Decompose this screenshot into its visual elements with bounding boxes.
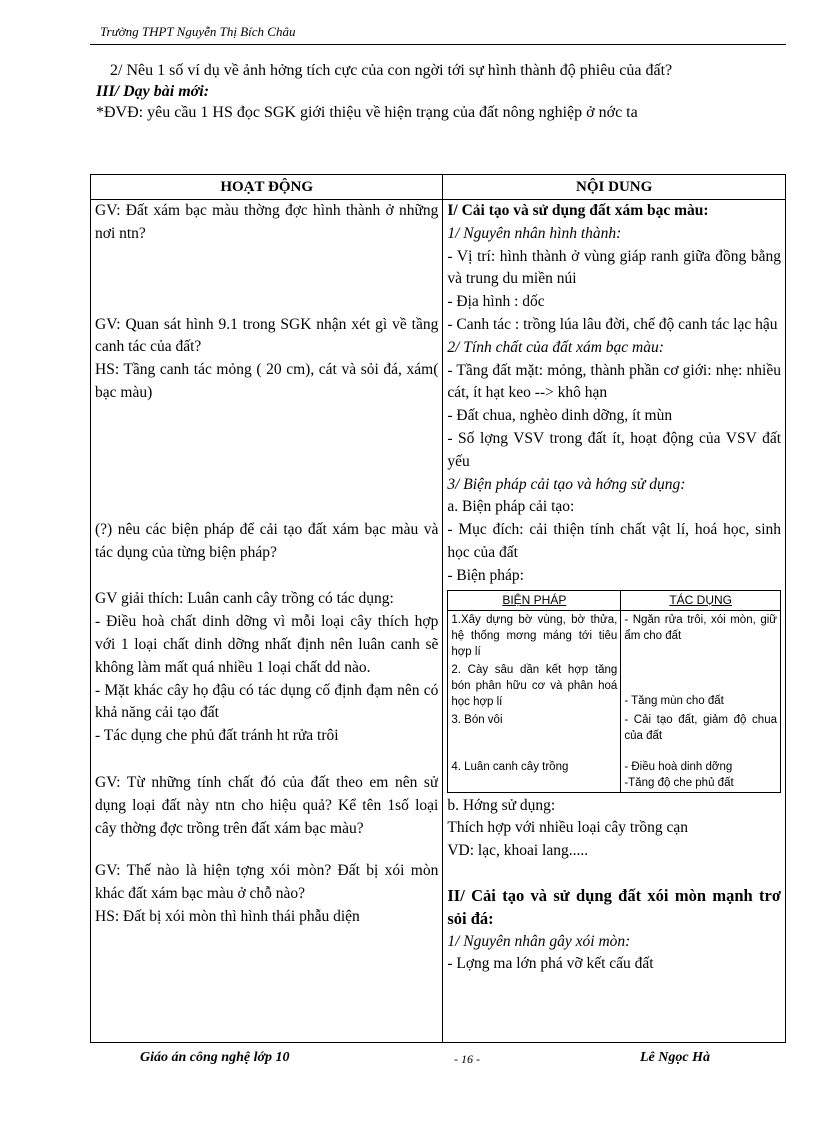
measure-method: 3. Bón vôi bbox=[448, 711, 621, 745]
content-text: Thích hợp với nhiều loại cây trồng cạn bbox=[447, 819, 689, 837]
col-header-activity: HOẠT ĐỘNG bbox=[91, 175, 443, 200]
content-heading: I/ Cải tạo và sử dụng đất xám bạc màu: bbox=[447, 202, 709, 219]
measures-table bbox=[447, 590, 781, 793]
lesson-intro: *ĐVĐ: yêu cầu 1 HS đọc SGK giới thiệu về hiện trạng của đất nông nghiệp ở nớc ta bbox=[96, 104, 638, 121]
content-text: - Địa hình : dốc bbox=[447, 293, 545, 311]
measure-method: 4. Luân canh cây trồng bbox=[448, 745, 621, 793]
measure-method: 2. Cày sâu dần kết hợp tăng bón phân hữu cơ và phân hoá học hợp lí bbox=[448, 661, 621, 711]
content-subheading: 1/ Nguyên nhân hình thành: bbox=[447, 224, 622, 242]
activity-text: GV giải thích: Luân canh cây trồng có tác dụng: bbox=[95, 590, 394, 608]
content-text: - Đất chua, nghèo dinh dỡng, ít mùn bbox=[447, 407, 673, 425]
activity-text: GV: Đất xám bạc màu thờng đợc hình thành ở những nơi ntn? bbox=[95, 202, 439, 242]
page-number: - 16 - bbox=[454, 1052, 480, 1066]
activity-text: GV: Từ những tính chất đó của đất theo em nên sử dụng loại đất này ntn cho hiệu quả? Kể tên 1số loại cây thờng đợc trồng trên đất xám bạc màu? bbox=[95, 773, 439, 837]
activity-cell bbox=[91, 200, 443, 1043]
header-divider bbox=[90, 44, 786, 45]
activity-text: - Mặt khác cây họ đậu có tác dụng cố định đạm nên có khả năng cải tạo đất bbox=[95, 681, 439, 722]
content-text: b. Hớng sử dụng: bbox=[447, 796, 556, 814]
content-text: - Vị trí: hình thành ở vùng giáp ranh giữa đồng bằng và trung du miền núi bbox=[447, 247, 781, 288]
activity-text: (?) nêu các biện pháp để cải tạo đất xám bạc màu và tác dụng của từng biện pháp? bbox=[95, 520, 439, 561]
activity-text: GV: Quan sát hình 9.1 trong SGK nhận xét gì về tầng canh tác của đất? bbox=[95, 315, 439, 356]
table-row bbox=[448, 745, 781, 793]
measures-header-method: BIỆN PHÁP bbox=[448, 590, 621, 610]
lesson-table bbox=[90, 174, 786, 1043]
table-row bbox=[448, 610, 781, 661]
content-text: - Canh tác : trồng lúa lâu đời, chế độ canh tác lạc hậu bbox=[447, 315, 778, 333]
footer-author: Lê Ngọc Hà bbox=[640, 1050, 710, 1065]
content-subheading: 3/ Biện pháp cải tạo và hớng sử dụng: bbox=[447, 475, 686, 493]
activity-text: HS: Đất bị xói mòn thì hình thái phẫu diện bbox=[95, 907, 360, 925]
content-text: - Tầng đất mặt: mỏng, thành phần cơ giới: nhẹ: nhiều cát, ít hạt keo --> khô hạn bbox=[447, 361, 781, 402]
content-text: - Mục đích: cải thiện tính chất vật lí, hoá học, sinh học của đất bbox=[447, 521, 781, 561]
activity-text: HS: Tầng canh tác mỏng ( 20 cm), cát và sỏi đá, xám( bạc màu) bbox=[95, 361, 439, 401]
footer-course: Giáo án công nghệ lớp 10 bbox=[140, 1050, 290, 1065]
measure-effect: - Ngăn rửa trôi, xói mòn, giữ ẩm cho đất bbox=[621, 610, 781, 661]
measure-effect: - Điều hoà dinh dỡng -Tăng độ che phủ đất bbox=[621, 745, 781, 793]
measures-header-effect: TÁC DỤNG bbox=[621, 590, 781, 610]
activity-text: - Điều hoà chất dinh dỡng vì mỗi loại cây thích hợp với 1 loại chất dinh dỡng nhất định nên luân canh sẽ không làm mất quá nhiều 1 loại chất dd nào. bbox=[95, 613, 439, 676]
page-header: Trường THPT Nguyễn Thị Bích Châu bbox=[100, 24, 296, 39]
content-text: - Số lợng VSV trong đất ít, hoạt động của VSV đất yếu bbox=[447, 429, 781, 470]
content-heading: II/ Cải tạo và sử dụng đất xói mòn mạnh trơ sỏi đá: bbox=[447, 885, 781, 928]
measure-effect: - Tăng mùn cho đất bbox=[621, 661, 781, 711]
activity-text: GV: Thế nào là hiện tợng xói mòn? Đất bị xói mòn khác đất xám bạc màu ở chỗ nào? bbox=[95, 862, 439, 903]
review-question: 2/ Nêu 1 số ví dụ về ảnh hởng tích cực của con ngời tới sự hình thành độ phiêu của đất? bbox=[110, 62, 673, 79]
measure-method: 1.Xây dựng bờ vùng, bờ thửa, hệ thống mơng máng tới tiêu hợp lí bbox=[448, 610, 621, 661]
col-header-content: NỘI DUNG bbox=[443, 175, 786, 200]
section-title: III/ Dạy bài mới: bbox=[96, 83, 210, 100]
intro-section bbox=[96, 60, 786, 123]
content-text: - Lợng ma lớn phá vỡ kết cấu đất bbox=[447, 955, 654, 973]
content-text: a. Biện pháp cải tạo: bbox=[447, 498, 575, 516]
content-text: VD: lạc, khoai lang..... bbox=[447, 842, 589, 860]
content-text: - Biện pháp: bbox=[447, 566, 524, 584]
content-cell bbox=[443, 200, 786, 1043]
content-subheading: 2/ Tính chất của đất xám bạc màu: bbox=[447, 338, 664, 356]
activity-text: - Tác dụng che phủ đất tránh ht rửa trôi bbox=[95, 727, 339, 745]
table-row bbox=[448, 711, 781, 745]
content-subheading: 1/ Nguyên nhân gây xói mòn: bbox=[447, 932, 631, 950]
measure-effect: - Cải tạo đất, giảm độ chua của đất bbox=[621, 711, 781, 745]
table-row bbox=[448, 661, 781, 711]
